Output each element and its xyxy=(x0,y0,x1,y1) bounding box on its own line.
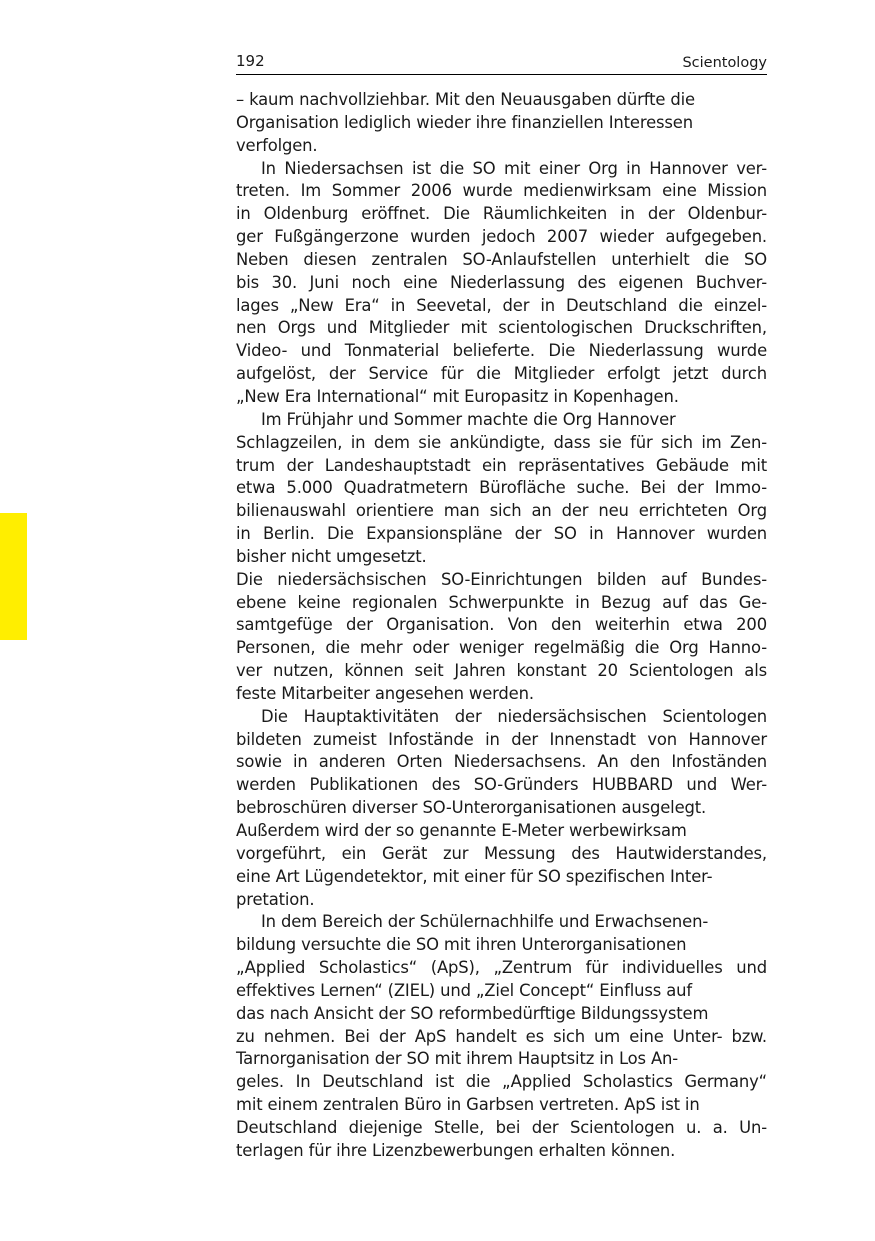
text-line: Personen, die mehr oder weniger regelmäßig die Org Hanno- xyxy=(236,638,767,658)
text-line: feste Mitarbeiter angesehen werden. xyxy=(236,683,534,703)
text-line: das nach Ansicht der SO reformbedürftige Bildungssystem xyxy=(236,1003,709,1023)
text-line: mit einem zentralen Büro in Garbsen vertreten. ApS ist in xyxy=(236,1095,700,1115)
body-text xyxy=(236,89,767,1163)
text-line: – kaum nachvollziehbar. Mit den Neuausgaben dürfte die xyxy=(236,90,695,109)
text-line: zu nehmen. Bei der ApS handelt es sich um eine Unter- bzw. xyxy=(236,1026,767,1046)
text-line: bilienauswahl orientiere man sich an der neu errichteten Org xyxy=(236,501,767,521)
text-line: sowie in anderen Orten Niedersachsens. An den Infoständen xyxy=(236,752,767,772)
text-line: werden Publikationen des SO-Gründers HUBBARD und Wer- xyxy=(236,775,767,795)
text-line: „New Era International“ mit Europasitz in Kopenhagen. xyxy=(236,386,679,406)
text-line: Die niedersächsischen SO-Einrichtungen bilden auf Bundes- xyxy=(236,569,767,589)
text-line: bildung versuchte die SO mit ihren Unterorganisationen xyxy=(236,935,687,955)
text-line: Deutschland diejenige Stelle, bei der Scientologen u. a. Un- xyxy=(236,1117,767,1137)
text-line: Tarnorganisation der SO mit ihrem Hauptsitz in Los An- xyxy=(236,1049,679,1069)
text-line: nen Orgs und Mitglieder mit scientologischen Druckschriften, xyxy=(236,318,767,338)
text-line: In dem Bereich der Schülernachhilfe und Erwachsenen- xyxy=(261,912,709,932)
text-line: Die Hauptaktivitäten der niedersächsischen Scientologen xyxy=(261,706,767,726)
text-line: Im Frühjahr und Sommer machte die Org Hannover xyxy=(261,409,676,429)
text-line: In Niedersachsen ist die SO mit einer Org in Hannover ver- xyxy=(261,158,767,178)
text-line: Organisation lediglich wieder ihre finanziellen Interessen xyxy=(236,112,693,132)
text-line: bis 30. Juni noch eine Niederlassung des eigenen Buchver- xyxy=(236,272,767,292)
text-line: Außerdem wird der so genannte E-Meter werbewirksam xyxy=(236,821,687,840)
text-line: treten. Im Sommer 2006 wurde medienwirksam eine Mission xyxy=(236,181,767,201)
text-line: vorgeführt, ein Gerät zur Messung des Hautwiderstandes, xyxy=(236,843,767,863)
text-line: „Applied Scholastics“ (ApS), „Zentrum für individuelles und xyxy=(236,958,767,978)
running-header xyxy=(236,52,767,75)
text-line: ver nutzen, können seit Jahren konstant 20 Scientologen als xyxy=(236,661,767,681)
text-line: terlagen für ihre Lizenzbewerbungen erhalten können. xyxy=(236,1140,676,1160)
running-title: Scientology xyxy=(682,55,767,71)
page-number: 192 xyxy=(236,52,265,70)
text-line: samtgefüge der Organisation. Von den weiterhin etwa 200 xyxy=(236,615,767,635)
text-line: etwa 5.000 Quadratmetern Bürofläche suche. Bei der Immo- xyxy=(236,478,767,498)
text-line: ebene keine regionalen Schwerpunkte in Bezug auf das Ge- xyxy=(236,592,767,612)
text-line: bildeten zumeist Infostände in der Innenstadt von Hannover xyxy=(236,729,767,749)
text-line: ger Fußgängerzone wurden jedoch 2007 wieder aufgegeben. xyxy=(236,227,767,247)
chapter-side-marker xyxy=(0,513,27,640)
text-line: Video- und Tonmaterial belieferte. Die Niederlassung wurde xyxy=(236,341,767,361)
text-line: Schlagzeilen, in dem sie ankündigte, dass sie für sich im Zen- xyxy=(236,432,767,452)
text-line: trum der Landeshauptstadt ein repräsentatives Gebäude mit xyxy=(236,455,767,475)
text-line: in Oldenburg eröffnet. Die Räumlichkeiten in der Oldenbur- xyxy=(236,204,767,224)
text-line: geles. In Deutschland ist die „Applied Scholastics Germany“ xyxy=(236,1072,767,1092)
text-line: bebroschüren diverser SO-Unterorganisationen ausgelegt. xyxy=(236,798,707,818)
text-line: pretation. xyxy=(236,889,315,909)
text-line: effektives Lernen“ (ZIEL) und „Ziel Concept“ Einfluss auf xyxy=(236,980,692,1000)
text-line: in Berlin. Die Expansionspläne der SO in Hannover wurden xyxy=(236,524,767,544)
text-line: Neben diesen zentralen SO-Anlaufstellen unterhielt die SO xyxy=(236,249,767,269)
text-line: lages „New Era“ in Seevetal, der in Deutschland die einzel- xyxy=(236,295,767,315)
text-line: eine Art Lügendetektor, mit einer für SO spezifischen Inter- xyxy=(236,866,713,886)
text-line: verfolgen. xyxy=(236,135,318,155)
text-line: aufgelöst, der Service für die Mitglieder erfolgt jetzt durch xyxy=(236,364,767,384)
text-line: bisher nicht umgesetzt. xyxy=(236,546,427,566)
